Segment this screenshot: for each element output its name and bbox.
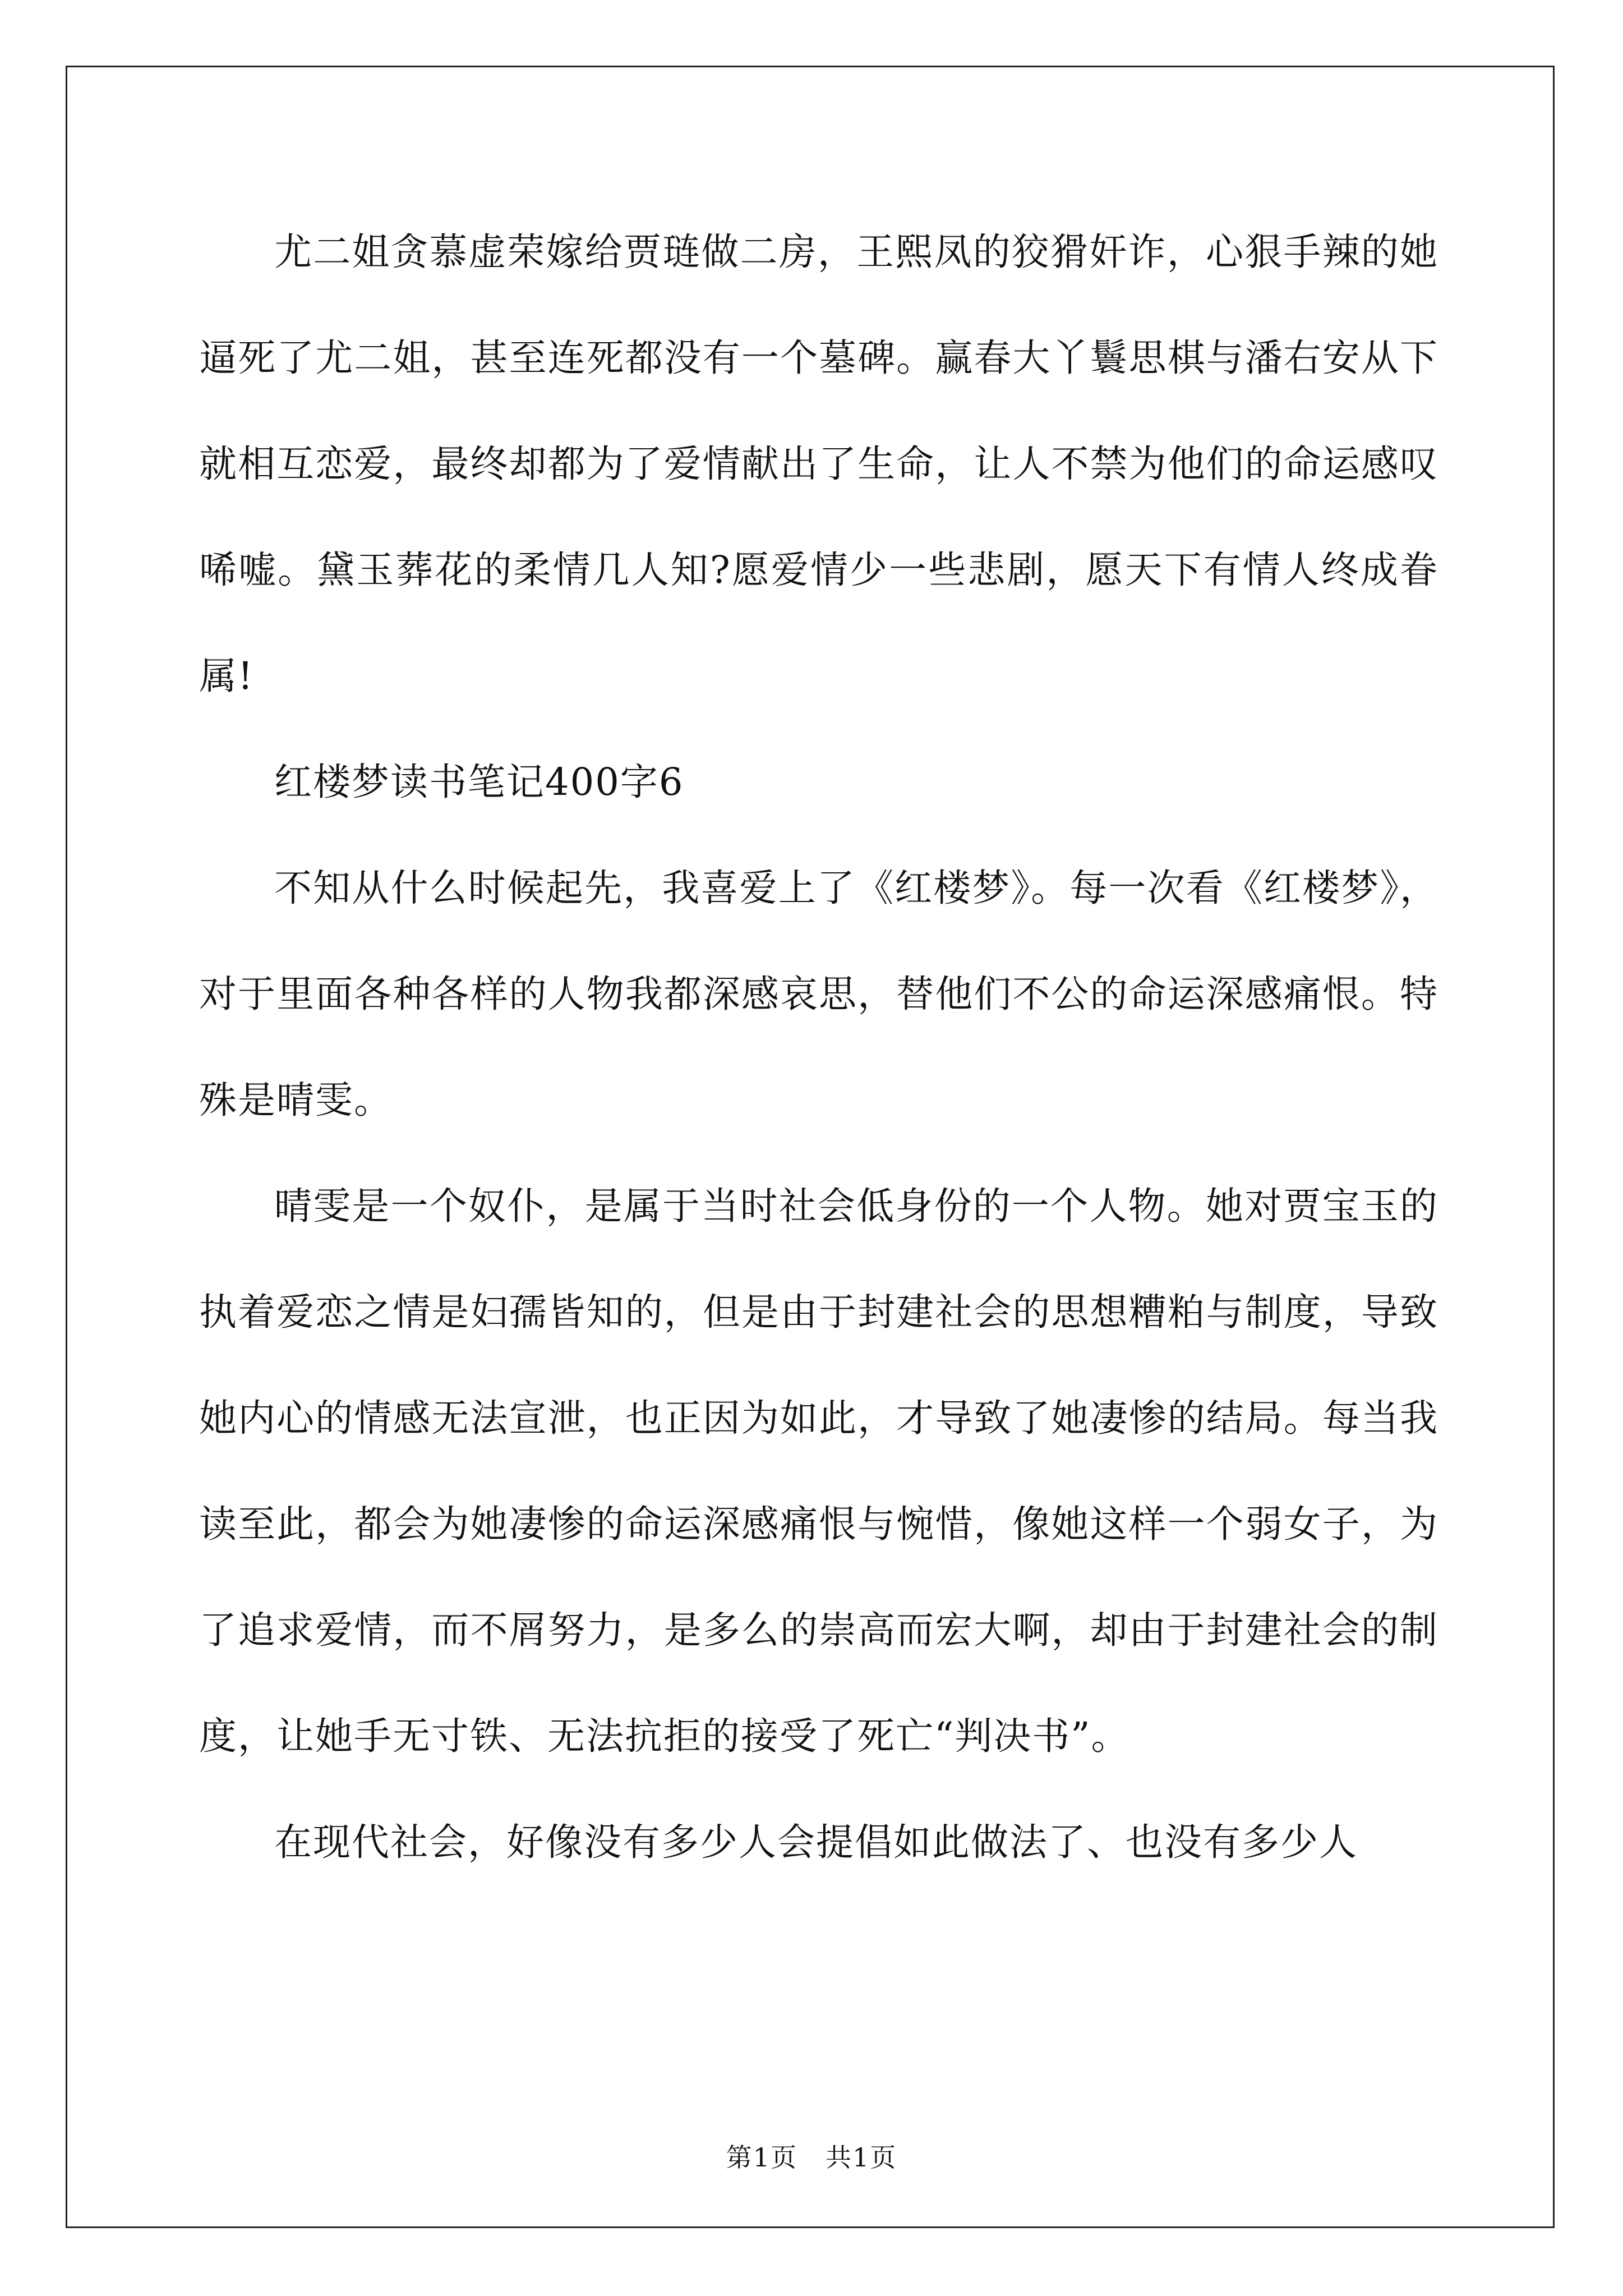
- page-footer: [0, 2137, 1623, 2174]
- paragraph-1: 尤二姐贪慕虚荣嫁给贾琏做二房，王熙凤的狡猾奸诈，心狠手辣的她逼死了尤二姐，甚至连死都没有一个墓碑。赢春大丫鬟思棋与潘右安从下就相互恋爱，最终却都为了爱情献出了生命，让人不禁为他们的命运感叹唏嘘。黛玉葬花的柔情几人知?愿爱情少一些悲剧，愿天下有情人终成眷属!: [199, 230, 1438, 698]
- paragraph-4: 在现代社会，好像没有多少人会提倡如此做法了、也没有多少人: [274, 1820, 1358, 1864]
- page-number: 第1页: [726, 2142, 797, 2173]
- document-body: [199, 199, 1438, 1895]
- section-heading: 红楼梦读书笔记400字6: [274, 760, 684, 804]
- paragraph-2: 不知从什么时候起先，我喜爱上了《红楼梦》。每一次看《红楼梦》，对于里面各种各样的人物我都深感哀思，替他们不公的命运深感痛恨。特殊是晴雯。: [199, 866, 1438, 1122]
- page-total: 共1页: [826, 2142, 897, 2173]
- paragraph-3: 晴雯是一个奴仆，是属于当时社会低身份的一个人物。她对贾宝玉的执着爱恋之情是妇孺皆知的，但是由于封建社会的思想糟粕与制度，导致她内心的情感无法宣泄，也正因为如此，才导致了她凄惨的结局。每当我读至此，都会为她凄惨的命运深感痛恨与惋惜，像她这样一个弱女子，为了追求爱情，而不屑努力，是多么的崇高而宏大啊，却由于封建社会的制度，让她手无寸铁、无法抗拒的接受了死亡“判决书”。: [199, 1184, 1438, 1758]
